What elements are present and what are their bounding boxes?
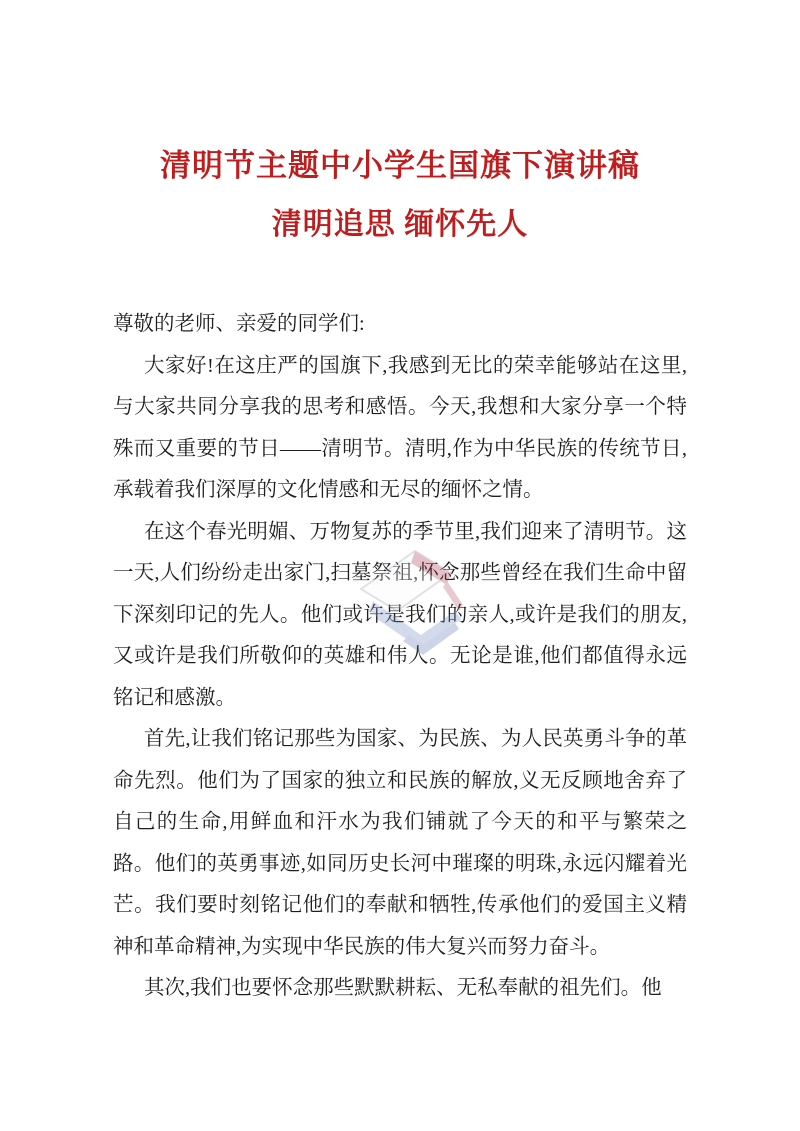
salutation-line: 尊敬的老师、亲爱的同学们: [113, 313, 365, 335]
paragraph-4: 其次,我们也要怀念那些默默耕耘、无私奉献的祖先们。他 [144, 977, 662, 999]
paragraph-3: 首先,让我们铭记那些为国家、为民族、为人民英勇斗争的革命先烈。他们为了国家的独立和民族的解放,义无反顾地舍弃了自己的生命,用鲜血和汗水为我们铺就了今天的和平与繁荣之路。他们的英勇事迹,如同历史长河中璀璨的明珠,永远闪耀着光芒。我们要时刻铭记他们的奉献和牺牲,传承他们的爱国主义精神和革命精神,为实现中华民族的伟大复兴而努力奋斗。 [113, 728, 687, 958]
document-body [113, 304, 687, 1010]
paragraph-2: 在这个春光明媚、万物复苏的季节里,我们迎来了清明节。这一天,人们纷纷走出家门,扫墓祭祖,怀念那些曾经在我们生命中留下深刻印记的先人。他们或许是我们的亲人,或许是我们的朋友,又或许是我们所敬仰的英雄和伟人。无论是谁,他们都值得永远铭记和感激。 [113, 520, 687, 709]
paragraph-1: 大家好!在这庄严的国旗下,我感到无比的荣幸能够站在这里,与大家共同分享我的思考和感悟。今天,我想和大家分享一个特殊而又重要的节日——清明节。清明,作为中华民族的传统节日,承载着我们深厚的文化情感和无尽的缅怀之情。 [113, 354, 687, 501]
document-title-line2: 清明追思 缅怀先人 [271, 208, 529, 241]
document-title-block [0, 0, 800, 254]
document-title-line1: 清明节主题中小学生国旗下演讲稿 [160, 148, 640, 183]
